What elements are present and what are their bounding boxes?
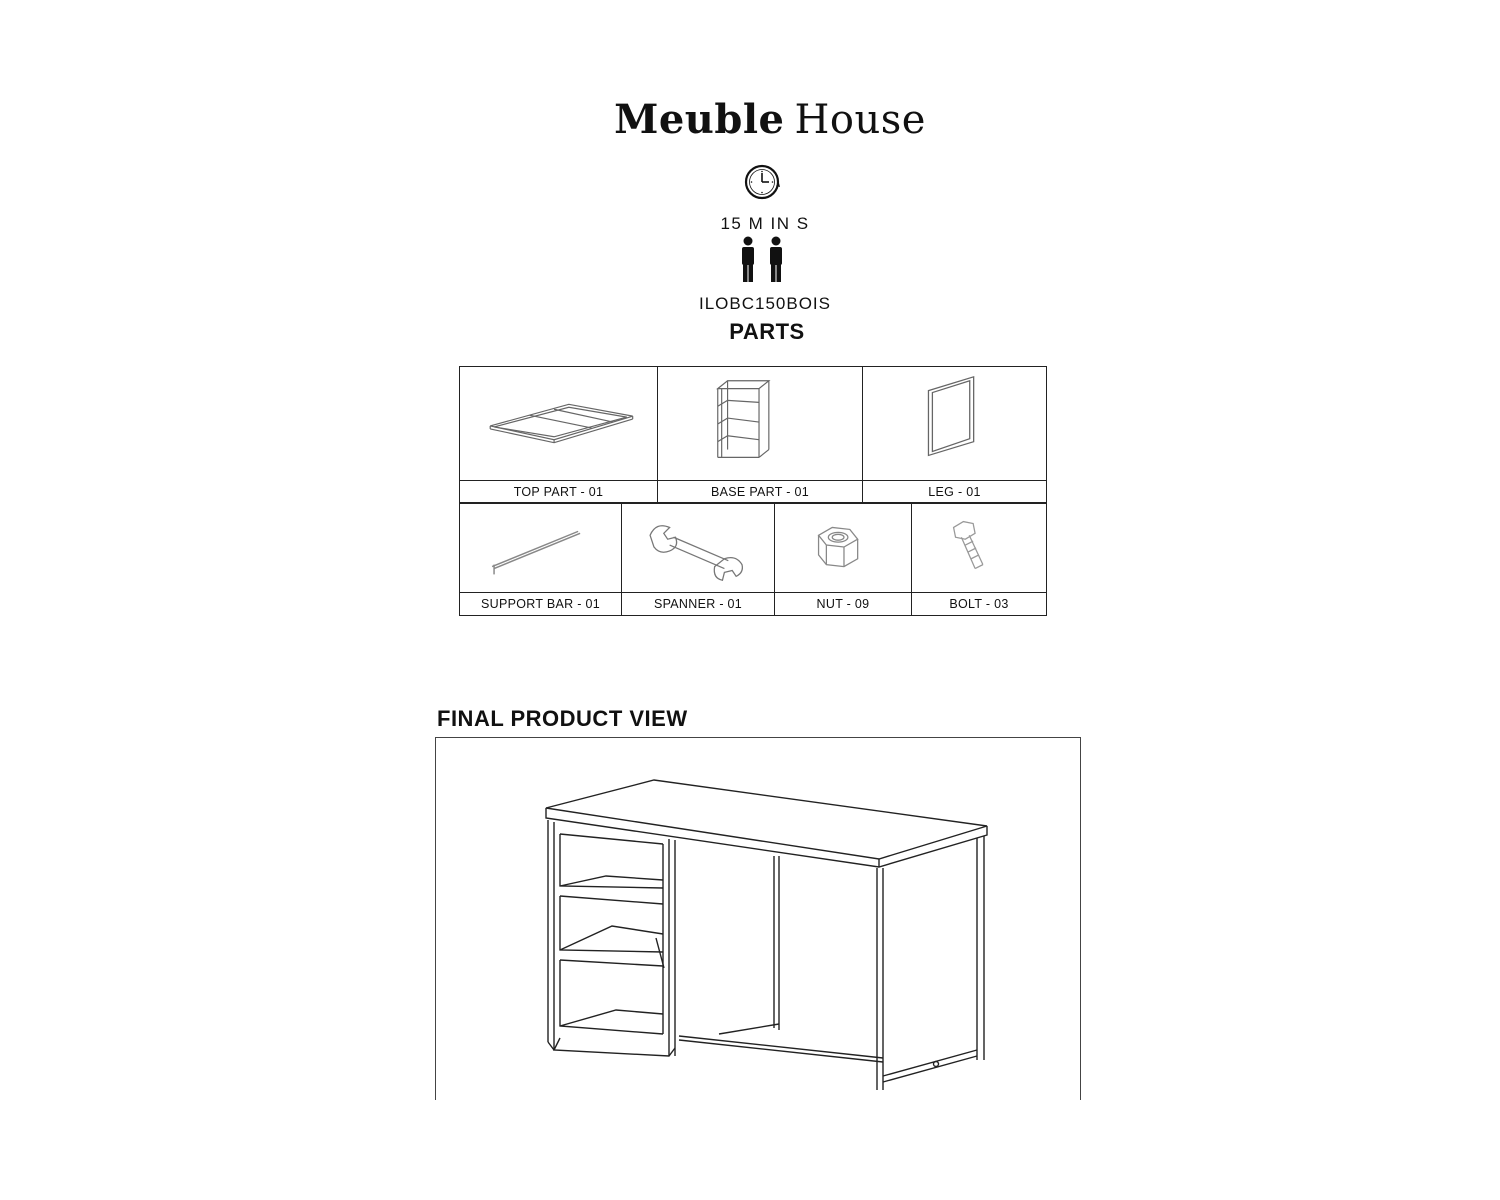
leg-icon: [863, 367, 1046, 480]
support-bar-icon: [460, 504, 621, 592]
nut-icon: [775, 504, 911, 592]
part-cell-spanner: [621, 503, 775, 593]
part-cell-leg: [862, 366, 1047, 481]
final-product-title: FINAL PRODUCT VIEW: [437, 706, 688, 731]
part-label: BASE PART - 01: [657, 480, 863, 503]
part-cell-top: [459, 366, 658, 481]
brand-logo: [0, 96, 1500, 143]
part-label: SUPPORT BAR - 01: [459, 592, 622, 616]
part-cell-nut: [774, 503, 912, 593]
parts-table: [459, 366, 1047, 616]
part-label: LEG - 01: [862, 480, 1047, 503]
base-part-icon: [658, 367, 862, 480]
part-label: BOLT - 03: [911, 592, 1047, 616]
product-code: ILOBC150BOIS: [698, 294, 831, 313]
part-cell-support-bar: [459, 503, 622, 593]
spanner-icon: [622, 504, 774, 592]
final-product-frame: [435, 737, 1081, 1100]
parts-title: PARTS: [729, 319, 805, 344]
part-cell-bolt: [911, 503, 1047, 593]
part-label: TOP PART - 01: [459, 480, 658, 503]
bolt-icon: [912, 504, 1046, 592]
part-label: SPANNER - 01: [621, 592, 775, 616]
desk-illustration: [436, 738, 1080, 1100]
top-part-icon: [460, 367, 657, 480]
clock-icon: [742, 162, 782, 202]
two-people-icon: [738, 236, 788, 284]
part-label: NUT - 09: [774, 592, 912, 616]
assembly-time: 15 M IN S: [720, 214, 810, 233]
part-cell-base: [657, 366, 863, 481]
brand-word-1: Meuble: [614, 96, 785, 143]
brand-word-2: House: [794, 97, 926, 143]
